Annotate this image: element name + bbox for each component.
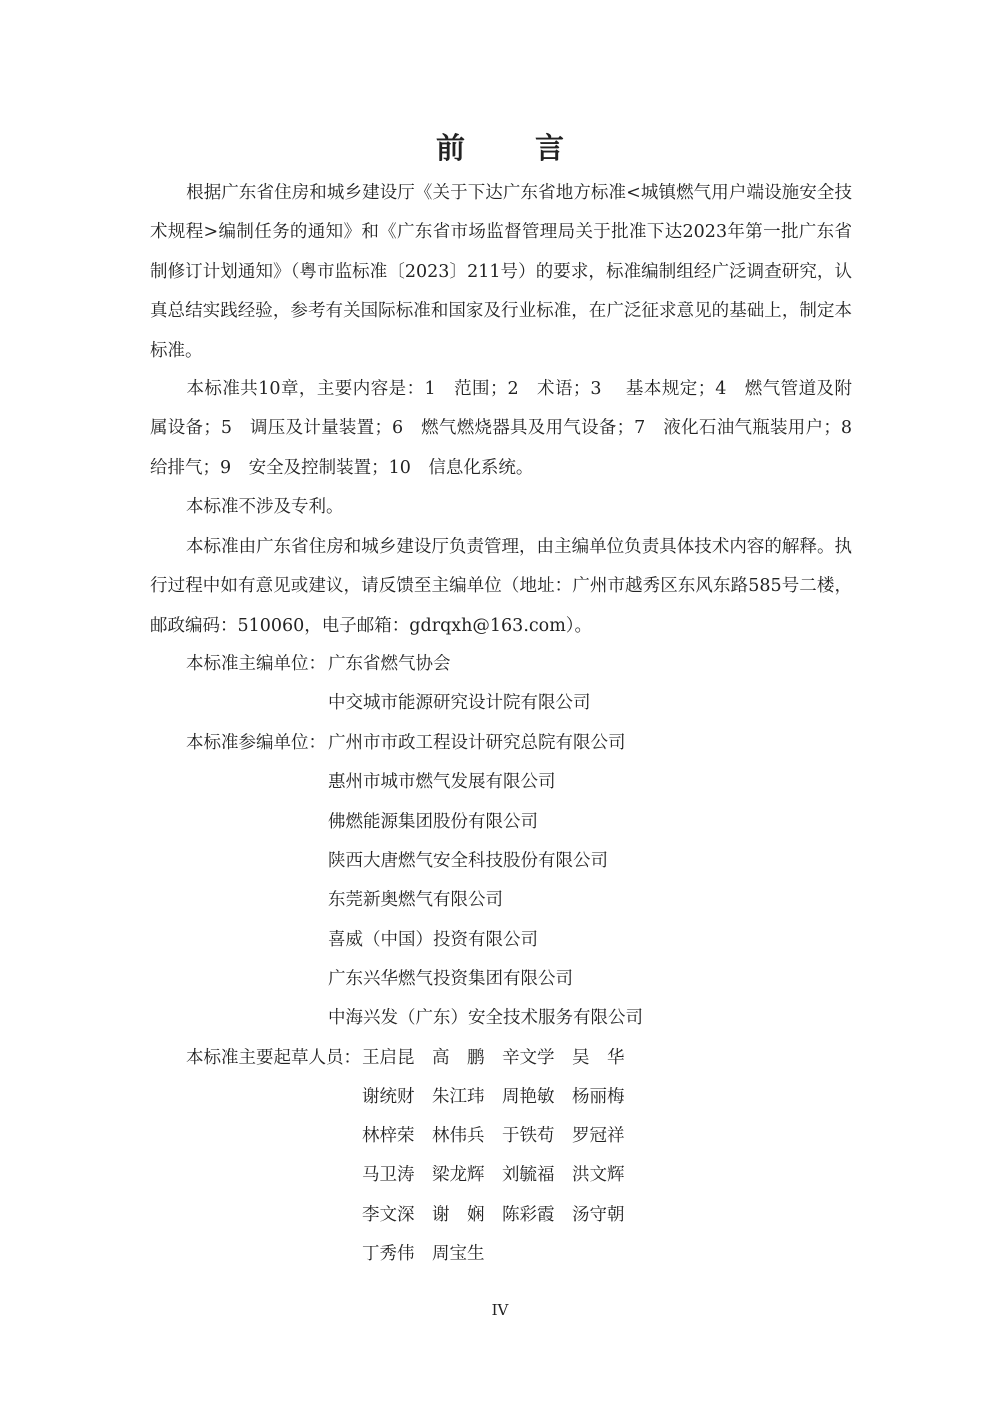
drafter-name: 谢 娴 xyxy=(432,1205,485,1225)
paragraph-management xyxy=(150,528,852,646)
drafter-name: 马卫涛 xyxy=(362,1165,415,1185)
drafter-name: 朱江玮 xyxy=(432,1087,485,1107)
drafter-name: 辛文学 xyxy=(502,1048,555,1068)
participating-unit: 陕西大唐燃气安全科技股份有限公司 xyxy=(328,851,608,871)
drafter-name: 梁龙辉 xyxy=(432,1165,485,1185)
drafter-name: 罗冠祥 xyxy=(572,1126,625,1146)
participating-label: 本标准参编单位： xyxy=(186,733,326,753)
participating-unit: 喜威（中国）投资有限公司 xyxy=(328,930,538,950)
drafter-name: 刘毓福 xyxy=(502,1165,555,1185)
drafter-name: 周艳敏 xyxy=(502,1087,555,1107)
drafter-name: 林梓荣 xyxy=(362,1126,415,1146)
drafter-name: 洪文辉 xyxy=(572,1165,625,1185)
participating-unit: 佛燃能源集团股份有限公司 xyxy=(328,812,538,832)
participating-unit: 广东兴华燃气投资集团有限公司 xyxy=(328,969,573,989)
chief-editor-label: 本标准主编单位： xyxy=(186,654,326,674)
drafters-row xyxy=(362,1160,642,1190)
drafter-name: 丁秀伟 xyxy=(362,1244,415,1264)
page-title: 前 言 xyxy=(435,131,595,165)
participating-unit: 东莞新奥燃气有限公司 xyxy=(328,890,503,910)
drafters-row xyxy=(362,1043,642,1073)
drafter-name: 于铁苟 xyxy=(502,1126,555,1146)
drafter-name: 李文深 xyxy=(362,1205,415,1225)
chief-editor-unit: 中交城市能源研究设计院有限公司 xyxy=(328,693,591,713)
chief-editor-unit: 广东省燃气协会 xyxy=(328,654,451,674)
drafters-row xyxy=(362,1200,642,1230)
paragraph-chapters xyxy=(150,370,870,488)
paragraph-background-text: 根据广东省住房和城乡建设厅《关于下达广东省地方标准<城镇燃气用户端设施安全技术规程>编制任务的通知》和《广东省市场监督管理局关于批准下达2023年第一批广东省制修订计划通知》（粤市监标准〔2023〕211号）的要求，标准编制组经广泛调查研究，认真总结实践经验，参考有关国际标准和国家及行业标准，在广泛征求意见的基础上，制定本标准。 xyxy=(150,183,852,361)
drafters-row xyxy=(362,1082,642,1112)
participating-unit: 广州市市政工程设计研究总院有限公司 xyxy=(328,733,626,753)
paragraph-management-text: 本标准由广东省住房和城乡建设厅负责管理，由主编单位负责具体技术内容的解释。执行过程中如有意见或建议，请反馈至主编单位（地址：广州市越秀区东风东路585号二楼，邮政编码：510060，电子邮箱：gdrqxh@163.com）。 xyxy=(150,537,852,636)
paragraph-patent-text: 本标准不涉及专利。 xyxy=(186,497,344,517)
page-number: IV xyxy=(491,1301,509,1319)
drafter-name: 高 鹏 xyxy=(432,1048,485,1068)
drafters-row xyxy=(362,1121,642,1151)
paragraph-patent xyxy=(150,488,852,527)
drafters-row xyxy=(362,1239,502,1269)
drafter-name: 陈彩霞 xyxy=(502,1205,555,1225)
paragraph-chapters-text: 本标准共10章，主要内容是：1 范围；2 术语；3 基本规定；4 燃气管道及附属设备；5 调压及计量装置；6 燃气燃烧器具及用气设备；7 液化石油气瓶装用户；8 给排气；9 安全及控制装置；10 信息化系统。 xyxy=(150,379,870,478)
participating-unit: 中海兴发（广东）安全技术服务有限公司 xyxy=(328,1008,643,1028)
drafter-name: 王启昆 xyxy=(362,1048,415,1068)
participating-unit: 惠州市城市燃气发展有限公司 xyxy=(328,772,556,792)
paragraph-background xyxy=(150,174,852,371)
drafter-name: 杨丽梅 xyxy=(572,1087,625,1107)
drafter-name: 周宝生 xyxy=(432,1244,485,1264)
drafter-name: 谢统财 xyxy=(362,1087,415,1107)
drafter-name: 汤守朝 xyxy=(572,1205,625,1225)
drafter-name: 吴 华 xyxy=(572,1048,625,1068)
drafters-label: 本标准主要起草人员： xyxy=(186,1048,361,1068)
drafter-name: 林伟兵 xyxy=(432,1126,485,1146)
